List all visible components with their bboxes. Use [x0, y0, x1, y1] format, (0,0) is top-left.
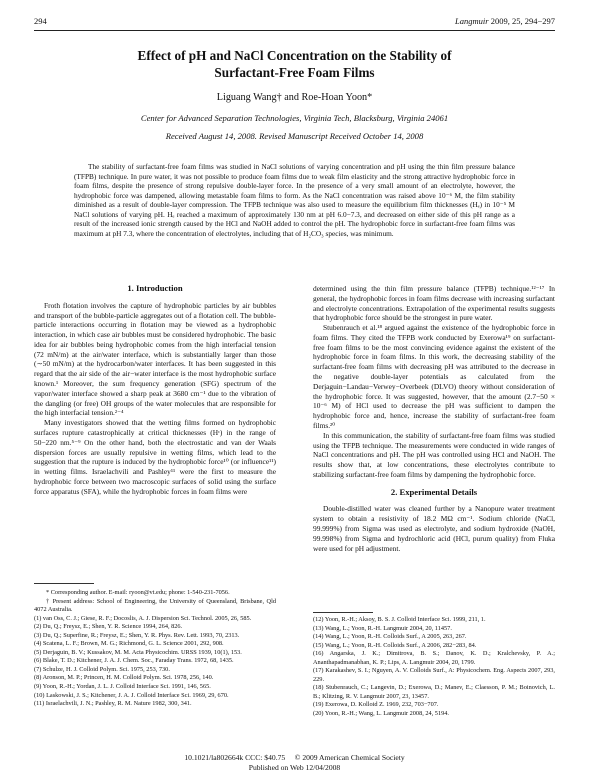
reference-item: (10) Laskowski, J. S.; Kitchener, J. A. J. Colloid Interface Sci. 1969, 29, 670. [34, 691, 229, 699]
reference-item: (6) Blake, T. D.; Kitchener, J. A. J. Chem. Soc., Faraday Trans. 1972, 68, 1435. [34, 657, 234, 665]
reference-item: (2) Du, Q.; Freysz, E.; Shen, Y. R. Science 1994, 264, 826. [34, 623, 183, 631]
received-dates: Received August 14, 2008. Revised Manuscript Received October 14, 2008 [165, 131, 424, 141]
paragraph: In this communication, the stability of surfactant-free foam films was studied using the TFPB technique. The measurements were conducted in wide ranges of NaCl concentrations and pH. The pH was controlled using HCl and NaOH. The results show that, at low concentrations, these electrolytes contribute to stabilizing surfactant-free foam films by dampening the hydrophobic force. [313, 430, 555, 479]
page-footer [0, 753, 589, 773]
reference-item: (7) Schulze, H. J. Colloid Polym. Sci. 1975, 253, 730. [34, 665, 170, 673]
page-number: 294 [34, 16, 47, 26]
affiliation: Center for Advanced Separation Technologies, Virginia Tech, Blacksburg, Virginia 24061 [140, 113, 449, 123]
footnotes-right [313, 616, 555, 719]
reference-item: (16) Angarska, J. K.; Dimitrova, B. S.; Danov, K. D.; Kralchevsky, P. A.; Ananthapadmanabhan, K. P.; Lips, A. Langmuir 2004, 20, 1799. [313, 650, 555, 666]
doi-copyright: 10.1021/la802664k CCC: $40.75 © 2009 American Chemical Society [184, 753, 405, 762]
article-title [60, 48, 529, 81]
reference-item: (9) Yoon, R.-H.; Yordan, J. L. J. Colloid Interface Sci. 1991, 146, 565. [34, 683, 211, 691]
reference-item: (1) van Oss, C. J.; Giese, R. F.; Docoslis, A. J. Dispersion Sci. Technol. 2005, 26, 585. [34, 614, 252, 622]
section-heading-experimental: 2. Experimental Details [390, 486, 478, 497]
footnote-rule-right [313, 612, 373, 613]
author-list: Liguang Wang† and Roe-Hoan Yoon* [216, 92, 373, 103]
reference-item: (13) Wang, L.; Yoon, R.-H. Langmuir 2004, 20, 11457. [313, 624, 452, 632]
journal-name: Langmuir [455, 16, 489, 26]
reference-item: (19) Exerowa, D. Kolloid Z. 1969, 232, 703−707. [313, 701, 439, 709]
reference-item: (14) Wang, L.; Yoon, R.-H. Colloids Surf., A 2005, 263, 267. [313, 633, 467, 641]
header-rule [34, 30, 555, 31]
journal-citation [455, 16, 555, 26]
reference-item: (3) Du, Q.; Superfine, R.; Freysz, E.; Shen, Y. R. Phys. Rev. Lett. 1993, 70, 2313. [34, 631, 240, 639]
footnote-rule-left [34, 583, 94, 584]
running-header [34, 16, 555, 30]
reference-item: (20) Yoon, R.-H.; Wang, L. Langmuir 2008, 24, 5194. [313, 710, 449, 718]
reference-item: (4) Scatena, L. F.; Brown, M. G.; Richmond, G. L. Science 2001, 292, 908. [34, 640, 224, 648]
abstract [74, 162, 515, 238]
abstract-text: The stability of surfactant-free foam films was studied in NaCl solutions of varying concentration and pH using the thin film pressure balance (TFPB) technique. In pure water, it was not possible to produce foam films due to weak film elasticity and the strong attractive hydrophobic force in foam films, despite the presence of strong repulsive double-layer force. In the presence of a very small amount of an electrolyte, however, the hydrophobic force was dampened, allowing metastable foam films to form. As the NaCl concentration was raised above 10⁻⁶ M, the film stability diminished as a result of double-layer compression. The TFPB technique was also used to measure the equilibrium film thicknesses (Hₑ) in 10⁻⁵ M NaCl solutions of varying pH. Hₑ reached a maximum of approximately 130 nm at pH 6.0−7.3, and decreased on either side of this pH range as a result of the increased ionic strength caused by the HCl and NaOH added to control the pH. The hydrophobic force in surfactant-free foam films was maximum at pH 7.3, where the concentration of electrolytes, including that of H₂CO₃ species, was minimum. [74, 162, 515, 238]
paragraph: Double-distilled water was cleaned further by a Nanopure water treatment system to obtain a resistivity of 18.2 MΩ cm⁻¹. Sodium chloride (NaCl, 99.999%) from Sigma was used as electrolyte, and sodium hydroxide (NaOH, 99.998%) from Sigma and hydrochloric acid (HCl, purum quality) from Fluka were used for pH adjustment. [313, 504, 555, 553]
reference-item: (12) Yoon, R.-H.; Aksoy, B. S. J. Colloid Interface Sci. 1999, 211, 1. [313, 616, 486, 623]
paragraph: Stubenrauch et al.¹⁸ argued against the existence of the hydrophobic force in foam films. They cited the TFPB work conducted by Exerowa¹⁹ on surfactant-free foam films to be the most convincing evidence against the existent of the hydrophobic force in foam films. In this work, the decreasing stability of the surfactant-free foam films with decreasing pH was attributed to the decrease in the negative double-layer potentials as calculated from the Derjaguin−Landau−Verwey−Overbeek (DLVO) theory without consideration of the hydrophobic force. It was suggested, however, that the amount (2.7−50 × 10⁻⁶ M) of HCl used to decrease the pH was sufficient to dampen the hydrophobic force and, hence, increase the stability of surfactant-free foam films.²⁰ [313, 323, 555, 430]
section-heading-introduction: 1. Introduction [127, 283, 183, 293]
citation-volume: 2009, 25, 294−297 [490, 16, 555, 26]
paragraph: Many investigators showed that the wetting films formed on hydrophobic surfaces rupture catastrophically at critical thicknesses (Hᶜ) in the range of 50−220 nm.⁵⁻⁹ On the other hand, both the electrostatic and van der Waals dispersion forces are usually repulsive in wetting films, which lead to the suggestion that the rupture is induced by the hydrophobic force¹⁰ (or influence¹¹) in wetting films. Israelachvili and Pashley¹¹ were the first to measure the hydrophobic force between two macroscopic surfaces of solid using the surface force apparatus (SFA), while the hydrophobic forces in foam films were [34, 418, 276, 496]
published-date: Published on Web 12/04/2008 [248, 763, 341, 772]
footnote-corresponding: * Corresponding author. E-mail: ryoon@vt.edu; phone: 1-540-231-7056. [46, 589, 230, 596]
reference-item: (5) Derjaguin, B. V.; Kussakov, M. M. Acta Physicochim. URSS 1939, 10(1), 153. [34, 648, 242, 656]
paragraph: Froth flotation involves the capture of hydrophobic particles by air bubbles and transport of the bubble-particle aggregates out of a flotation cell. The bubble-particle interactions occurring in flotation may be viewed as a hydrophobic interaction, in which case air bubbles must be considered hydrophobic. The basic idea for air bubbles being hydrophobic comes from the high interfacial tension (72 mN/m) at the air/water interface, which is substantially larger than those (∼50 mN/m) at the hydrocarbon/water interfaces. It has been suggested in this regard that the air side of the air−water interface is the most hydrophobic surface known.¹ Moreover, the sum frequency generation (SFG) spectrum of the vapor/water interface showed a sharp peak at 3680 cm⁻¹ due to the vibration of the dangling (or free) OH groups of the water molecules that are responsible for the high interfacial tension.²⁻⁴ [34, 300, 276, 418]
left-column [34, 284, 276, 496]
footnotes-left [34, 589, 276, 709]
right-column [313, 284, 555, 553]
reference-item: (8) Aronson, M. P.; Princen, H. M. Colloid Polym. Sci. 1978, 256, 140. [34, 674, 214, 682]
reference-item: (17) Karakashev, S. I.; Nguyen, A. V. Colloids Surf., A: Physicochem. Eng. Aspects 2007, 293, 229. [313, 667, 555, 683]
paragraph: determined using the thin film pressure balance (TFPB) technique.¹²⁻¹⁷ In general, the hydrophobic forces in foam films decrease with increasing surfactant and electrolyte concentrations. Extrapolation of the experimental results suggests that hydrophobic force should be the strongest in pure water. [313, 284, 555, 323]
title-line-1: Effect of pH and NaCl Concentration on the Stability of [137, 48, 452, 63]
reference-item: (15) Wang, L.; Yoon, R.-H. Colloids Surf., A 2006, 282−283, 84. [313, 641, 477, 649]
title-line-2: Surfactant-Free Foam Films [214, 64, 375, 80]
reference-item: (11) Israelachvili, J. N.; Pashley, R. M. Nature 1982, 300, 341. [34, 700, 192, 708]
footnote-present-address: † Present address: School of Engineering, the University of Queensland, Brisbane, Qld 4072 Australia. [34, 597, 276, 614]
reference-item: (18) Stubenrauch, C.; Langevin, D.; Exerowa, D.; Manev, E.; Claesson, P. M.; Boinovich, L. B.; Klitzing, R. V. Langmuir 2007, 23, 13457. [313, 684, 555, 700]
